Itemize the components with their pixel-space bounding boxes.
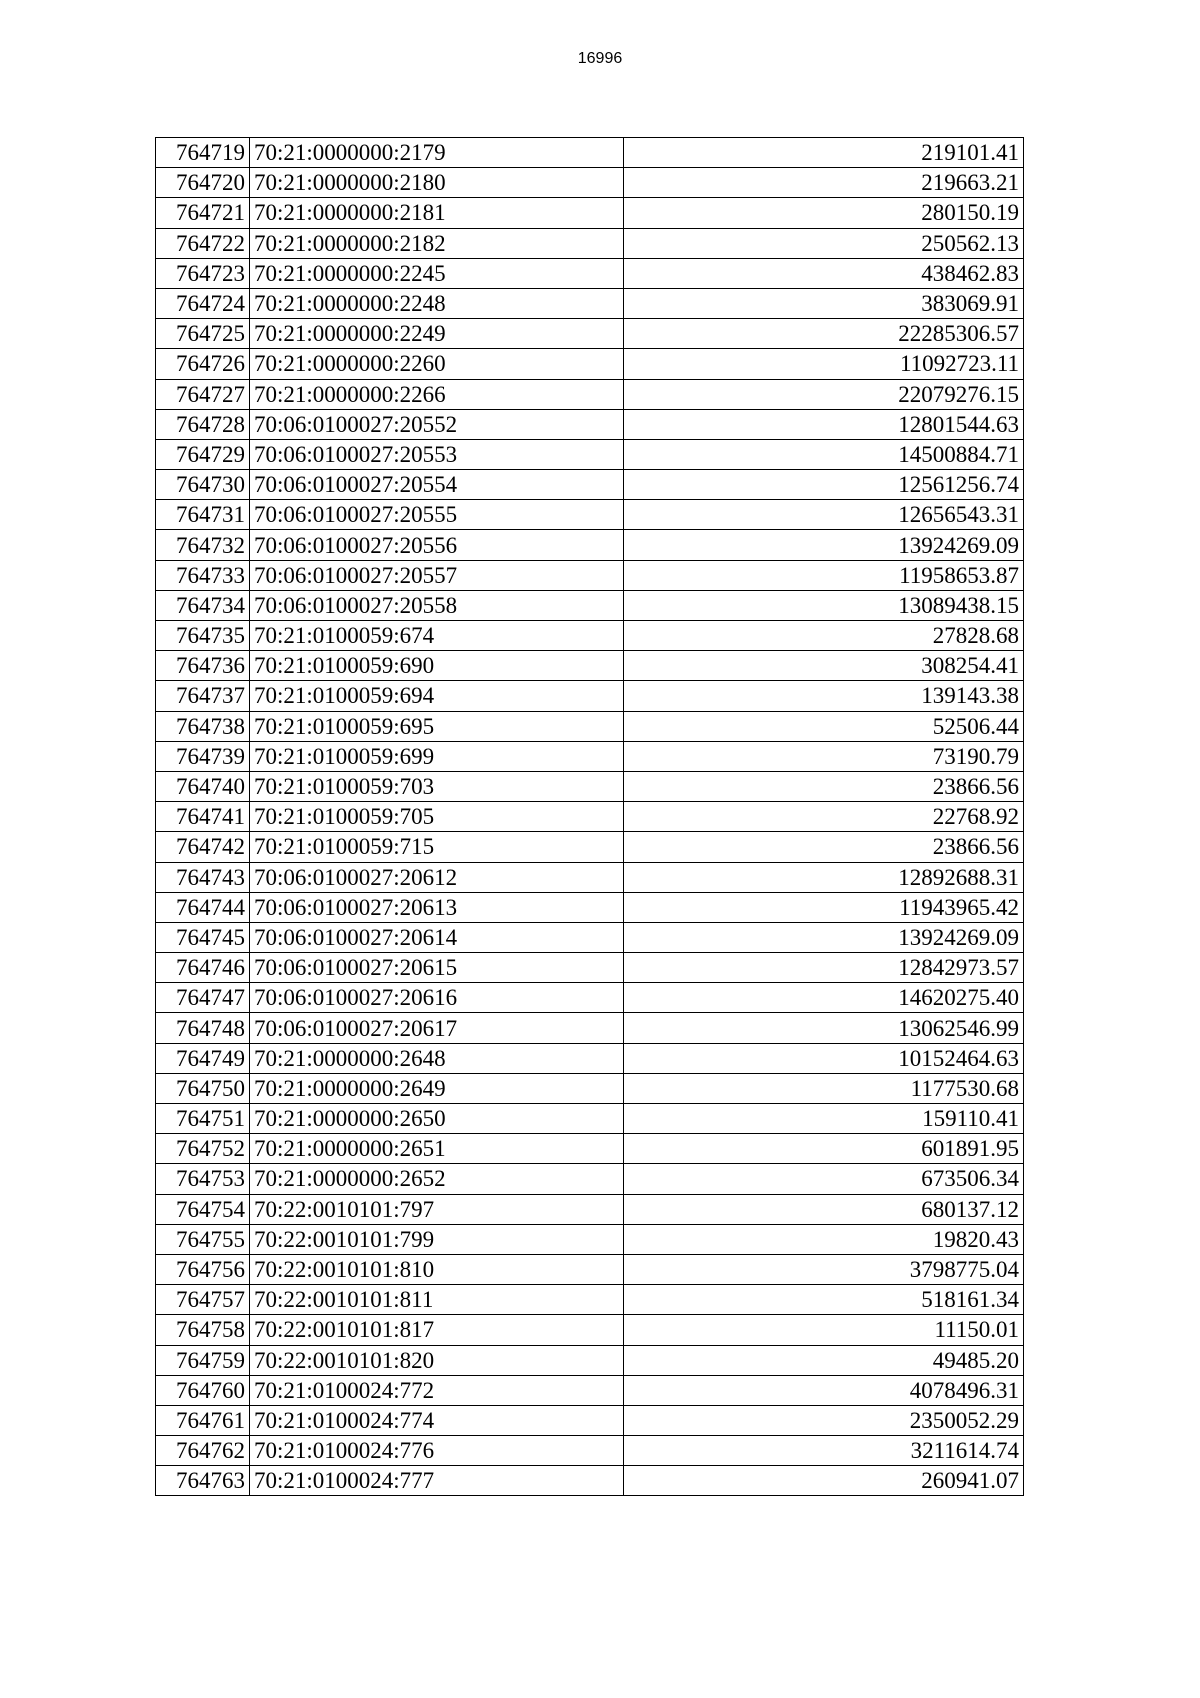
cadastral-number-cell: 70:06:0100027:20552: [250, 409, 624, 439]
cadastral-number-cell: 70:06:0100027:20616: [250, 983, 624, 1013]
table-row: [156, 1466, 1024, 1496]
table-row: [156, 862, 1024, 892]
value-cell: 260941.07: [624, 1466, 1024, 1496]
row-number-cell: 764754: [156, 1194, 250, 1224]
table-row: [156, 560, 1024, 590]
row-number-cell: 764761: [156, 1405, 250, 1435]
value-cell: 518161.34: [624, 1285, 1024, 1315]
value-cell: 383069.91: [624, 288, 1024, 318]
value-cell: 139143.38: [624, 681, 1024, 711]
table-body: [156, 138, 1024, 1496]
value-cell: 3798775.04: [624, 1254, 1024, 1284]
row-number-cell: 764753: [156, 1164, 250, 1194]
cadastral-number-cell: 70:21:0100059:703: [250, 771, 624, 801]
cadastral-number-cell: 70:21:0100059:715: [250, 832, 624, 862]
page-number: 16996: [577, 50, 623, 67]
cadastral-number-cell: 70:06:0100027:20554: [250, 470, 624, 500]
value-cell: 23866.56: [624, 771, 1024, 801]
row-number-cell: 764750: [156, 1073, 250, 1103]
row-number-cell: 764745: [156, 922, 250, 952]
row-number-cell: 764732: [156, 530, 250, 560]
cadastral-number-cell: 70:21:0100024:776: [250, 1436, 624, 1466]
cadastral-number-cell: 70:21:0000000:2650: [250, 1104, 624, 1134]
value-cell: 12656543.31: [624, 500, 1024, 530]
table-row: [156, 439, 1024, 469]
table-row: [156, 258, 1024, 288]
row-number-cell: 764727: [156, 379, 250, 409]
row-number-cell: 764748: [156, 1013, 250, 1043]
value-cell: 159110.41: [624, 1104, 1024, 1134]
row-number-cell: 764752: [156, 1134, 250, 1164]
cadastral-number-cell: 70:21:0100059:699: [250, 741, 624, 771]
table-row: [156, 1315, 1024, 1345]
row-number-cell: 764760: [156, 1375, 250, 1405]
cadastral-number-cell: 70:21:0000000:2651: [250, 1134, 624, 1164]
value-cell: 23866.56: [624, 832, 1024, 862]
value-cell: 22285306.57: [624, 319, 1024, 349]
cadastral-number-cell: 70:21:0100059:694: [250, 681, 624, 711]
row-number-cell: 764726: [156, 349, 250, 379]
value-cell: 11943965.42: [624, 892, 1024, 922]
table-row: [156, 681, 1024, 711]
cadastral-number-cell: 70:21:0000000:2182: [250, 228, 624, 258]
cadastral-number-cell: 70:21:0100059:695: [250, 711, 624, 741]
cadastral-number-cell: 70:21:0100024:777: [250, 1466, 624, 1496]
table-row: [156, 228, 1024, 258]
row-number-cell: 764736: [156, 651, 250, 681]
cadastral-number-cell: 70:22:0010101:799: [250, 1224, 624, 1254]
row-number-cell: 764743: [156, 862, 250, 892]
cadastral-number-cell: 70:22:0010101:797: [250, 1194, 624, 1224]
table-row: [156, 621, 1024, 651]
row-number-cell: 764759: [156, 1345, 250, 1375]
value-cell: 219663.21: [624, 168, 1024, 198]
value-cell: 73190.79: [624, 741, 1024, 771]
cadastral-number-cell: 70:21:0000000:2179: [250, 138, 624, 168]
value-cell: 13924269.09: [624, 530, 1024, 560]
table-row: [156, 1104, 1024, 1134]
cadastral-number-cell: 70:21:0000000:2652: [250, 1164, 624, 1194]
cadastral-number-cell: 70:06:0100027:20555: [250, 500, 624, 530]
cadastral-number-cell: 70:21:0000000:2648: [250, 1043, 624, 1073]
value-cell: 12801544.63: [624, 409, 1024, 439]
value-cell: 11958653.87: [624, 560, 1024, 590]
table-row: [156, 1043, 1024, 1073]
cadastral-number-cell: 70:21:0100024:772: [250, 1375, 624, 1405]
cadastral-number-cell: 70:06:0100027:20614: [250, 922, 624, 952]
table-row: [156, 530, 1024, 560]
cadastral-number-cell: 70:22:0010101:817: [250, 1315, 624, 1345]
value-cell: 308254.41: [624, 651, 1024, 681]
value-cell: 10152464.63: [624, 1043, 1024, 1073]
table-row: [156, 892, 1024, 922]
table-row: [156, 1194, 1024, 1224]
table-row: [156, 711, 1024, 741]
row-number-cell: 764763: [156, 1466, 250, 1496]
table-row: [156, 741, 1024, 771]
row-number-cell: 764730: [156, 470, 250, 500]
value-cell: 22768.92: [624, 802, 1024, 832]
table-row: [156, 288, 1024, 318]
value-cell: 3211614.74: [624, 1436, 1024, 1466]
table-row: [156, 651, 1024, 681]
row-number-cell: 764719: [156, 138, 250, 168]
table-row: [156, 1013, 1024, 1043]
row-number-cell: 764742: [156, 832, 250, 862]
table-row: [156, 771, 1024, 801]
cadastral-number-cell: 70:21:0100059:705: [250, 802, 624, 832]
value-cell: 12842973.57: [624, 953, 1024, 983]
table-row: [156, 802, 1024, 832]
cadastral-number-cell: 70:21:0100059:674: [250, 621, 624, 651]
cadastral-number-cell: 70:21:0000000:2649: [250, 1073, 624, 1103]
value-cell: 219101.41: [624, 138, 1024, 168]
row-number-cell: 764756: [156, 1254, 250, 1284]
value-cell: 11092723.11: [624, 349, 1024, 379]
value-cell: 11150.01: [624, 1315, 1024, 1345]
cadastral-number-cell: 70:21:0000000:2180: [250, 168, 624, 198]
table-row: [156, 1164, 1024, 1194]
value-cell: 12892688.31: [624, 862, 1024, 892]
table-row: [156, 168, 1024, 198]
value-cell: 14500884.71: [624, 439, 1024, 469]
cadastral-number-cell: 70:06:0100027:20612: [250, 862, 624, 892]
table-row: [156, 1254, 1024, 1284]
row-number-cell: 764733: [156, 560, 250, 590]
row-number-cell: 764741: [156, 802, 250, 832]
value-cell: 680137.12: [624, 1194, 1024, 1224]
row-number-cell: 764735: [156, 621, 250, 651]
cadastre-table: [155, 137, 1024, 1496]
table-row: [156, 832, 1024, 862]
value-cell: 1177530.68: [624, 1073, 1024, 1103]
table-row: [156, 500, 1024, 530]
row-number-cell: 764746: [156, 953, 250, 983]
row-number-cell: 764721: [156, 198, 250, 228]
value-cell: 49485.20: [624, 1345, 1024, 1375]
value-cell: 22079276.15: [624, 379, 1024, 409]
cadastral-number-cell: 70:21:0000000:2249: [250, 319, 624, 349]
row-number-cell: 764738: [156, 711, 250, 741]
value-cell: 14620275.40: [624, 983, 1024, 1013]
cadastral-number-cell: 70:21:0000000:2266: [250, 379, 624, 409]
row-number-cell: 764757: [156, 1285, 250, 1315]
cadastral-number-cell: 70:21:0000000:2248: [250, 288, 624, 318]
row-number-cell: 764729: [156, 439, 250, 469]
cadastral-number-cell: 70:21:0000000:2181: [250, 198, 624, 228]
cadastral-number-cell: 70:21:0000000:2260: [250, 349, 624, 379]
row-number-cell: 764739: [156, 741, 250, 771]
row-number-cell: 764747: [156, 983, 250, 1013]
value-cell: 601891.95: [624, 1134, 1024, 1164]
table-row: [156, 590, 1024, 620]
row-number-cell: 764740: [156, 771, 250, 801]
value-cell: 13924269.09: [624, 922, 1024, 952]
row-number-cell: 764720: [156, 168, 250, 198]
table-row: [156, 1073, 1024, 1103]
row-number-cell: 764722: [156, 228, 250, 258]
table-row: [156, 953, 1024, 983]
cadastral-number-cell: 70:06:0100027:20556: [250, 530, 624, 560]
row-number-cell: 764762: [156, 1436, 250, 1466]
table-row: [156, 1134, 1024, 1164]
value-cell: 27828.68: [624, 621, 1024, 651]
value-cell: 2350052.29: [624, 1405, 1024, 1435]
table-row: [156, 1285, 1024, 1315]
row-number-cell: 764734: [156, 590, 250, 620]
table-row: [156, 379, 1024, 409]
table-row: [156, 922, 1024, 952]
table-row: [156, 349, 1024, 379]
cadastral-number-cell: 70:21:0000000:2245: [250, 258, 624, 288]
cadastral-number-cell: 70:06:0100027:20617: [250, 1013, 624, 1043]
cadastral-number-cell: 70:21:0100059:690: [250, 651, 624, 681]
value-cell: 12561256.74: [624, 470, 1024, 500]
row-number-cell: 764731: [156, 500, 250, 530]
value-cell: 13089438.15: [624, 590, 1024, 620]
value-cell: 280150.19: [624, 198, 1024, 228]
row-number-cell: 764758: [156, 1315, 250, 1345]
table-row: [156, 319, 1024, 349]
cadastral-number-cell: 70:06:0100027:20553: [250, 439, 624, 469]
value-cell: 250562.13: [624, 228, 1024, 258]
cadastral-number-cell: 70:06:0100027:20558: [250, 590, 624, 620]
cadastral-number-cell: 70:22:0010101:820: [250, 1345, 624, 1375]
row-number-cell: 764723: [156, 258, 250, 288]
cadastral-number-cell: 70:06:0100027:20613: [250, 892, 624, 922]
cadastral-number-cell: 70:21:0100024:774: [250, 1405, 624, 1435]
cadastral-number-cell: 70:06:0100027:20615: [250, 953, 624, 983]
row-number-cell: 764744: [156, 892, 250, 922]
row-number-cell: 764737: [156, 681, 250, 711]
table-row: [156, 983, 1024, 1013]
cadastral-number-cell: 70:06:0100027:20557: [250, 560, 624, 590]
table-row: [156, 409, 1024, 439]
value-cell: 13062546.99: [624, 1013, 1024, 1043]
cadastral-number-cell: 70:22:0010101:810: [250, 1254, 624, 1284]
row-number-cell: 764749: [156, 1043, 250, 1073]
table-row: [156, 1375, 1024, 1405]
value-cell: 438462.83: [624, 258, 1024, 288]
row-number-cell: 764728: [156, 409, 250, 439]
row-number-cell: 764751: [156, 1104, 250, 1134]
table-row: [156, 1405, 1024, 1435]
table-row: [156, 1436, 1024, 1466]
table-row: [156, 198, 1024, 228]
table-row: [156, 1224, 1024, 1254]
value-cell: 4078496.31: [624, 1375, 1024, 1405]
row-number-cell: 764724: [156, 288, 250, 318]
cadastral-number-cell: 70:22:0010101:811: [250, 1285, 624, 1315]
table-row: [156, 470, 1024, 500]
value-cell: 673506.34: [624, 1164, 1024, 1194]
value-cell: 52506.44: [624, 711, 1024, 741]
table-row: [156, 138, 1024, 168]
table-row: [156, 1345, 1024, 1375]
value-cell: 19820.43: [624, 1224, 1024, 1254]
row-number-cell: 764725: [156, 319, 250, 349]
row-number-cell: 764755: [156, 1224, 250, 1254]
